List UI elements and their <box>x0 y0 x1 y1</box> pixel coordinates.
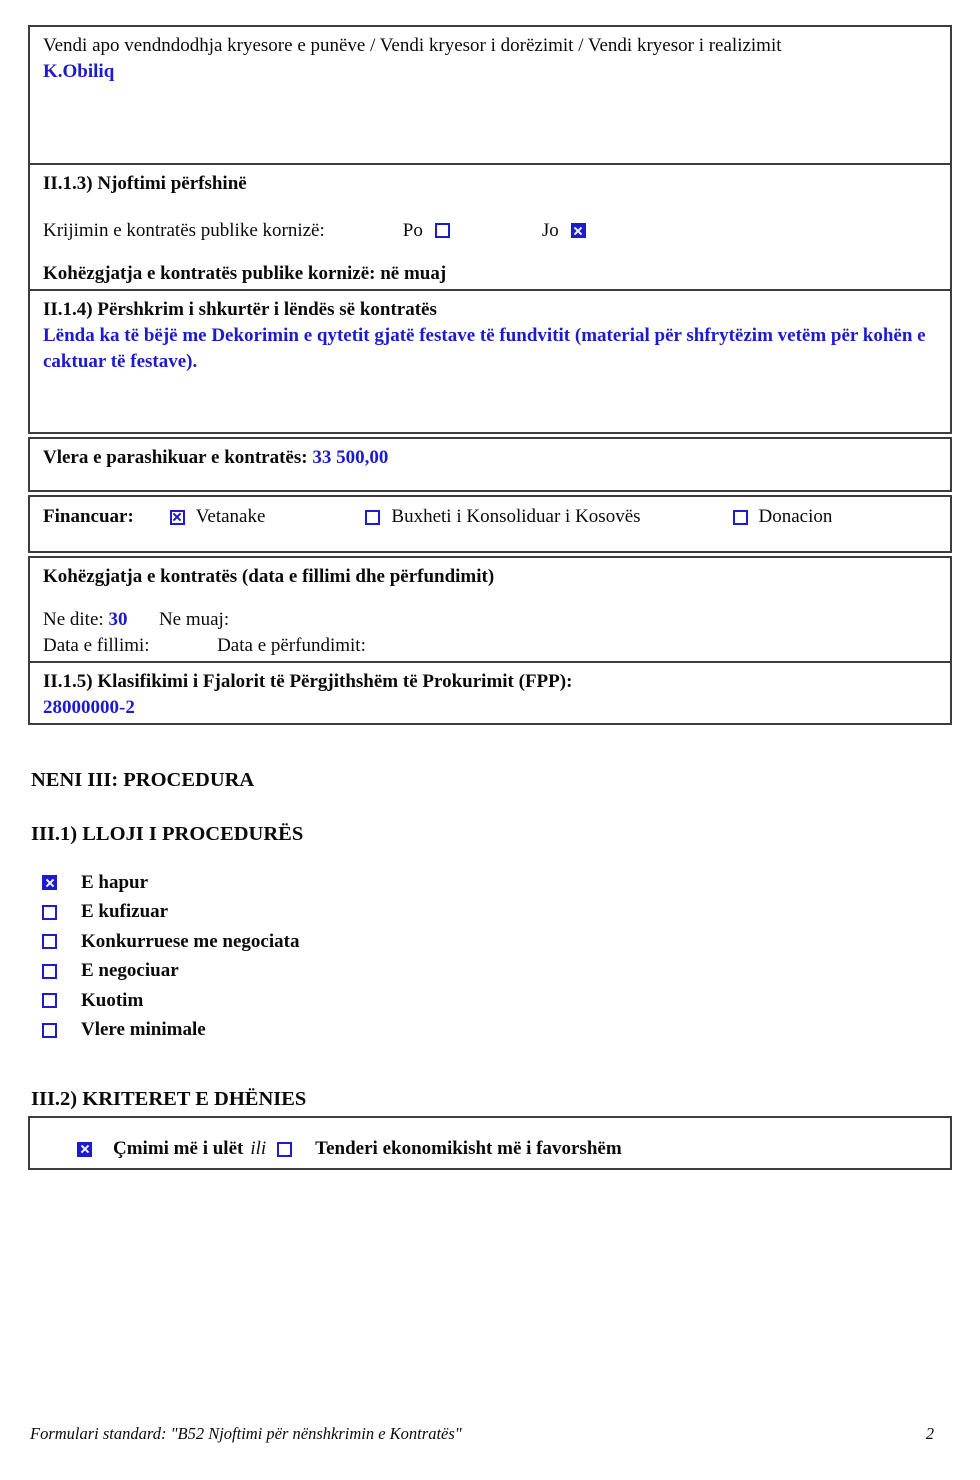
fpp-heading: II.1.5) Klasifikimi i Fjalorit të Përgjithshëm të Prokurimit (FPP): <box>43 671 573 692</box>
checkbox-checked-icon <box>571 223 586 238</box>
procedure-label: Vlere minimale <box>81 1019 206 1041</box>
framework-duration-label: Kohëzgjatja e kontratës publike kornizë: në muaj <box>43 263 447 285</box>
procedure-label: E kufizuar <box>81 901 169 923</box>
checkbox-checked-icon <box>42 875 57 890</box>
procedure-item-konkurruese <box>42 931 952 953</box>
framework-no-group <box>542 220 586 242</box>
checkbox-unchecked-icon <box>365 510 380 525</box>
checkbox-checked-icon <box>77 1142 92 1157</box>
procedure-label: E hapur <box>81 871 149 893</box>
option-label: Buxheti i Konsoliduar i Kosovës <box>391 506 641 527</box>
procedure-item-e-negociuar <box>42 960 952 982</box>
kohezgjatja-heading: Kohëzgjatja e kontratës (data e fillimi dhe përfundimit) <box>43 566 495 587</box>
section-kohezgjatja <box>28 556 952 663</box>
fpp-value: 28000000-2 <box>43 696 135 718</box>
financuar-option-donacion <box>733 506 833 528</box>
checkbox-unchecked-icon <box>277 1142 292 1157</box>
section-fpp <box>28 661 952 725</box>
start-date-label: Data e fillimi: <box>43 635 150 657</box>
vlera-label: Vlera e parashikuar e kontratës: <box>43 447 308 468</box>
procedure-list <box>42 872 952 1042</box>
no-label: Jo <box>541 219 559 241</box>
option-label: Vetanake <box>195 506 266 527</box>
checkbox-unchecked-icon <box>42 964 57 979</box>
procedure-item-vlere-minimale <box>42 1019 952 1041</box>
procedure-item-e-kufizuar <box>42 901 952 923</box>
financuar-row <box>43 506 937 528</box>
checkbox-unchecked-icon <box>435 223 450 238</box>
procedure-item-kuotim <box>42 990 952 1012</box>
dates-row <box>43 633 937 659</box>
months-label: Ne muaj: <box>158 609 230 631</box>
financuar-option-vetanake <box>170 506 266 528</box>
section-financuar <box>28 495 952 553</box>
award-criteria-box <box>28 1116 952 1170</box>
checkbox-unchecked-icon <box>42 1023 57 1038</box>
vendi-value: K.Obiliq <box>43 60 115 82</box>
option-label: Donacion <box>758 506 833 527</box>
procedure-label: E negociuar <box>81 960 179 982</box>
framework-question-label: Krijimin e kontratës publike kornizë: <box>43 219 325 241</box>
days-value: 30 <box>108 609 128 631</box>
checkbox-unchecked-icon <box>42 934 57 949</box>
checkbox-unchecked-icon <box>733 510 748 525</box>
page-footer <box>30 1424 934 1444</box>
section-pershkrim <box>28 289 952 434</box>
pershkrim-heading: II.1.4) Përshkrim i shkurtër i lëndës së kontratës <box>43 299 437 320</box>
financuar-label: Financuar: <box>43 506 134 527</box>
framework-question-row <box>43 218 937 244</box>
vlera-row <box>43 445 937 471</box>
award-criteria-row <box>77 1138 622 1160</box>
yes-label: Po <box>402 219 423 241</box>
procedure-item-e-hapur <box>42 872 952 894</box>
financuar-option-buxheti <box>365 506 640 528</box>
procedure-label: Konkurruese me negociata <box>81 930 300 952</box>
vendi-label: Vendi apo vendndodhja kryesore e punëve / Vendi kryesor i dorëzimit / Vendi kryesor i realizimit <box>43 35 782 56</box>
footer-form-name: Formulari standard: "B52 Njoftimi për nënshkrimin e Kontratës" <box>30 1424 462 1443</box>
vlera-value: 33 500,00 <box>312 447 389 468</box>
checkbox-checked-icon <box>170 510 185 525</box>
pershkrim-value: Lënda ka të bëjë me Dekorimin e qytetit gjatë festave të fundvitit (material për shfrytëzim vetëm për kohën e caktuar të festave). <box>43 324 926 372</box>
award-criteria-title: III.2) KRITERET E DHËNIES <box>31 1088 307 1111</box>
criteria-option1-label: Çmimi më i ulët <box>113 1138 244 1160</box>
section-njoftimi <box>28 163 952 291</box>
end-date-label: Data e përfundimit: <box>217 635 366 657</box>
njoftimi-heading: II.1.3) Njoftimi përfshinë <box>43 173 247 194</box>
days-label: Ne dite: <box>43 609 104 631</box>
footer-page-number: 2 <box>925 1424 934 1443</box>
checkbox-unchecked-icon <box>42 905 57 920</box>
section-vendi <box>28 25 952 165</box>
criteria-option2-label: Tenderi ekonomikisht më i favorshëm <box>315 1138 622 1160</box>
framework-yes-group <box>403 220 450 242</box>
days-months-row <box>43 607 937 633</box>
procedure-label: Kuotim <box>81 989 144 1011</box>
section-vlera <box>28 437 952 492</box>
checkbox-unchecked-icon <box>42 993 57 1008</box>
procedure-type-title: III.1) LLOJI I PROCEDURËS <box>31 822 304 845</box>
criteria-connector: ili <box>250 1138 267 1160</box>
neni-iii-title: NENI III: PROCEDURA <box>31 768 255 791</box>
